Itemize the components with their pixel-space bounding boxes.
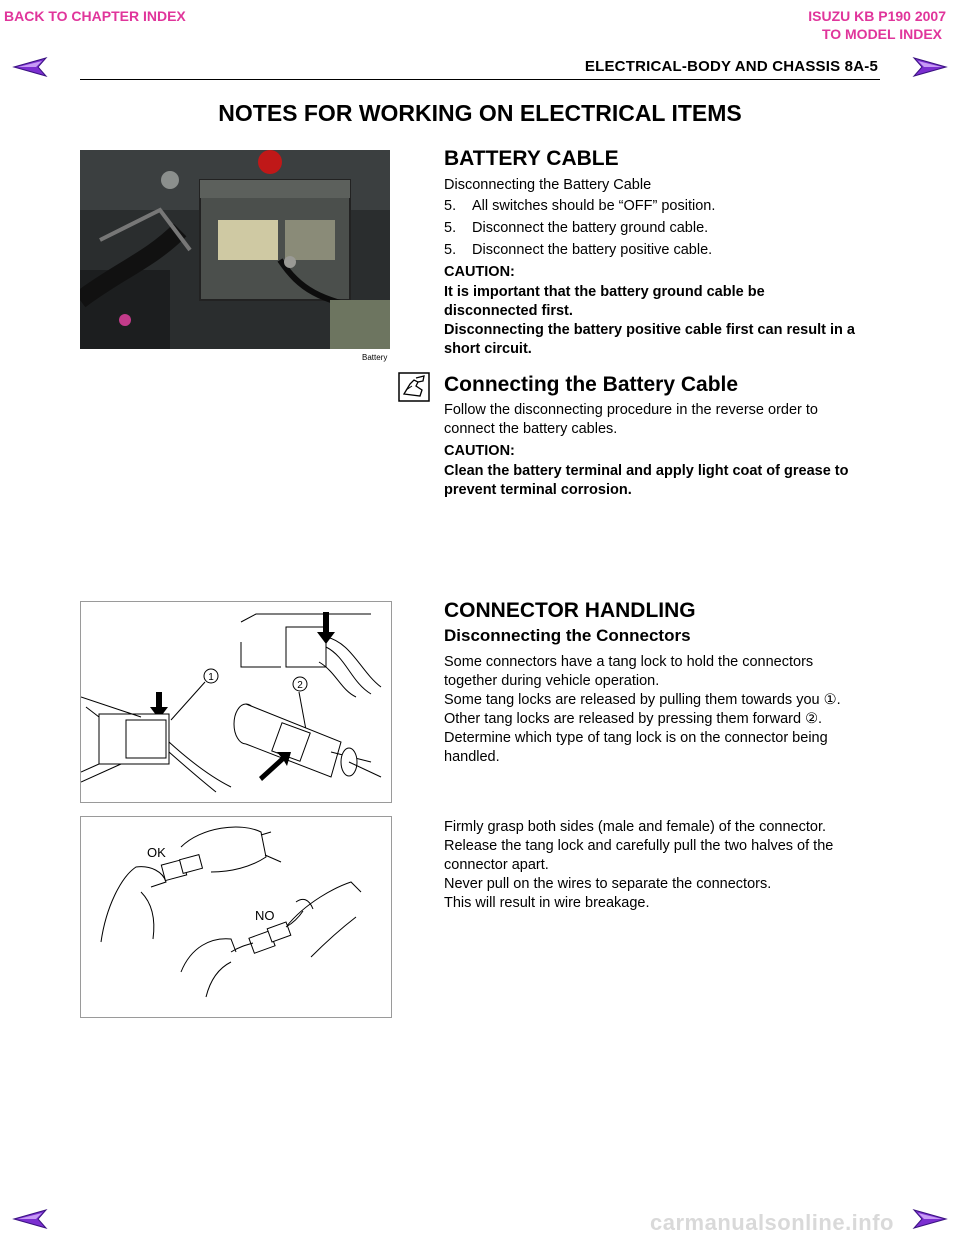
grasp-paragraph-2: Release the tang lock and carefully pull the two halves of the connector apart. xyxy=(444,838,834,873)
connecting-battery-heading: Connecting the Battery Cable xyxy=(444,373,739,396)
battery-caution-text-1: It is important that the battery ground cable be disconnected first. xyxy=(444,284,765,319)
disconnect-battery-subheading: Disconnecting the Battery Cable xyxy=(444,177,652,193)
figure-label-1: 1 xyxy=(208,672,214,683)
list-item: 5. Disconnect the battery positive cable. xyxy=(444,242,713,258)
connecting-caution-text: Clean the battery terminal and apply light coat of grease to prevent terminal corrosion. xyxy=(444,463,849,498)
arrow-left-icon[interactable] xyxy=(12,56,48,78)
grasp-paragraph-4: This will result in wire breakage. xyxy=(444,895,650,911)
connector-paragraph-4: Determine which type of tang lock is on the connector being handled. xyxy=(444,730,828,765)
figure-label-no: NO xyxy=(255,908,275,923)
back-to-chapter-link[interactable]: BACK TO CHAPTER INDEX xyxy=(4,8,186,24)
battery-steps-list xyxy=(444,197,884,263)
header-rule xyxy=(80,79,880,80)
connector-paragraph-3: Other tang locks are released by pressing them forward ②. xyxy=(444,711,823,727)
grasp-paragraph-3: Never pull on the wires to separate the connectors. xyxy=(444,876,772,892)
grasp-connector-figure xyxy=(80,816,392,1018)
list-item: 5. Disconnect the battery ground cable. xyxy=(444,220,709,236)
to-model-index-link[interactable]: TO MODEL INDEX xyxy=(821,26,942,42)
figure-label-ok: OK xyxy=(147,845,166,860)
connector-handling-heading: CONNECTOR HANDLING xyxy=(444,599,696,622)
battery-caution-text-2: Disconnecting the battery positive cable first can result in a short circuit. xyxy=(444,322,855,357)
page-title: NOTES FOR WORKING ON ELECTRICAL ITEMS xyxy=(218,100,742,126)
battery-caution-label: CAUTION: xyxy=(444,264,515,280)
figure-label-2: 2 xyxy=(297,680,303,691)
section-header: ELECTRICAL-BODY AND CHASSIS 8A-5 xyxy=(584,58,878,75)
battery-photo-caption: Battery xyxy=(362,353,388,362)
arrow-left-icon[interactable] xyxy=(12,1208,48,1230)
connecting-battery-text: Follow the disconnecting procedure in the reverse order to connect the battery cables. xyxy=(444,402,818,437)
grasp-paragraph-1: Firmly grasp both sides (male and female) of the connector. xyxy=(444,819,827,835)
battery-cable-heading: BATTERY CABLE xyxy=(444,147,619,170)
connecting-caution-label: CAUTION: xyxy=(444,443,515,459)
battery-photo xyxy=(80,150,390,349)
hand-wrench-icon xyxy=(398,372,430,402)
connector-tang-lock-figure xyxy=(80,601,392,803)
model-title-link[interactable]: ISUZU KB P190 2007 xyxy=(808,8,946,24)
disconnect-connectors-subheading: Disconnecting the Connectors xyxy=(444,626,691,645)
connector-paragraph-2: Some tang locks are released by pulling them towards you ①. xyxy=(444,692,841,708)
arrow-right-icon[interactable] xyxy=(912,56,948,78)
connector-paragraph-1: Some connectors have a tang lock to hold the connectors together during vehicle operation. xyxy=(444,654,814,689)
arrow-right-icon[interactable] xyxy=(912,1208,948,1230)
list-item: 5. All switches should be “OFF” position. xyxy=(444,198,716,214)
watermark-text: carmanualsonline.info xyxy=(650,1210,894,1235)
